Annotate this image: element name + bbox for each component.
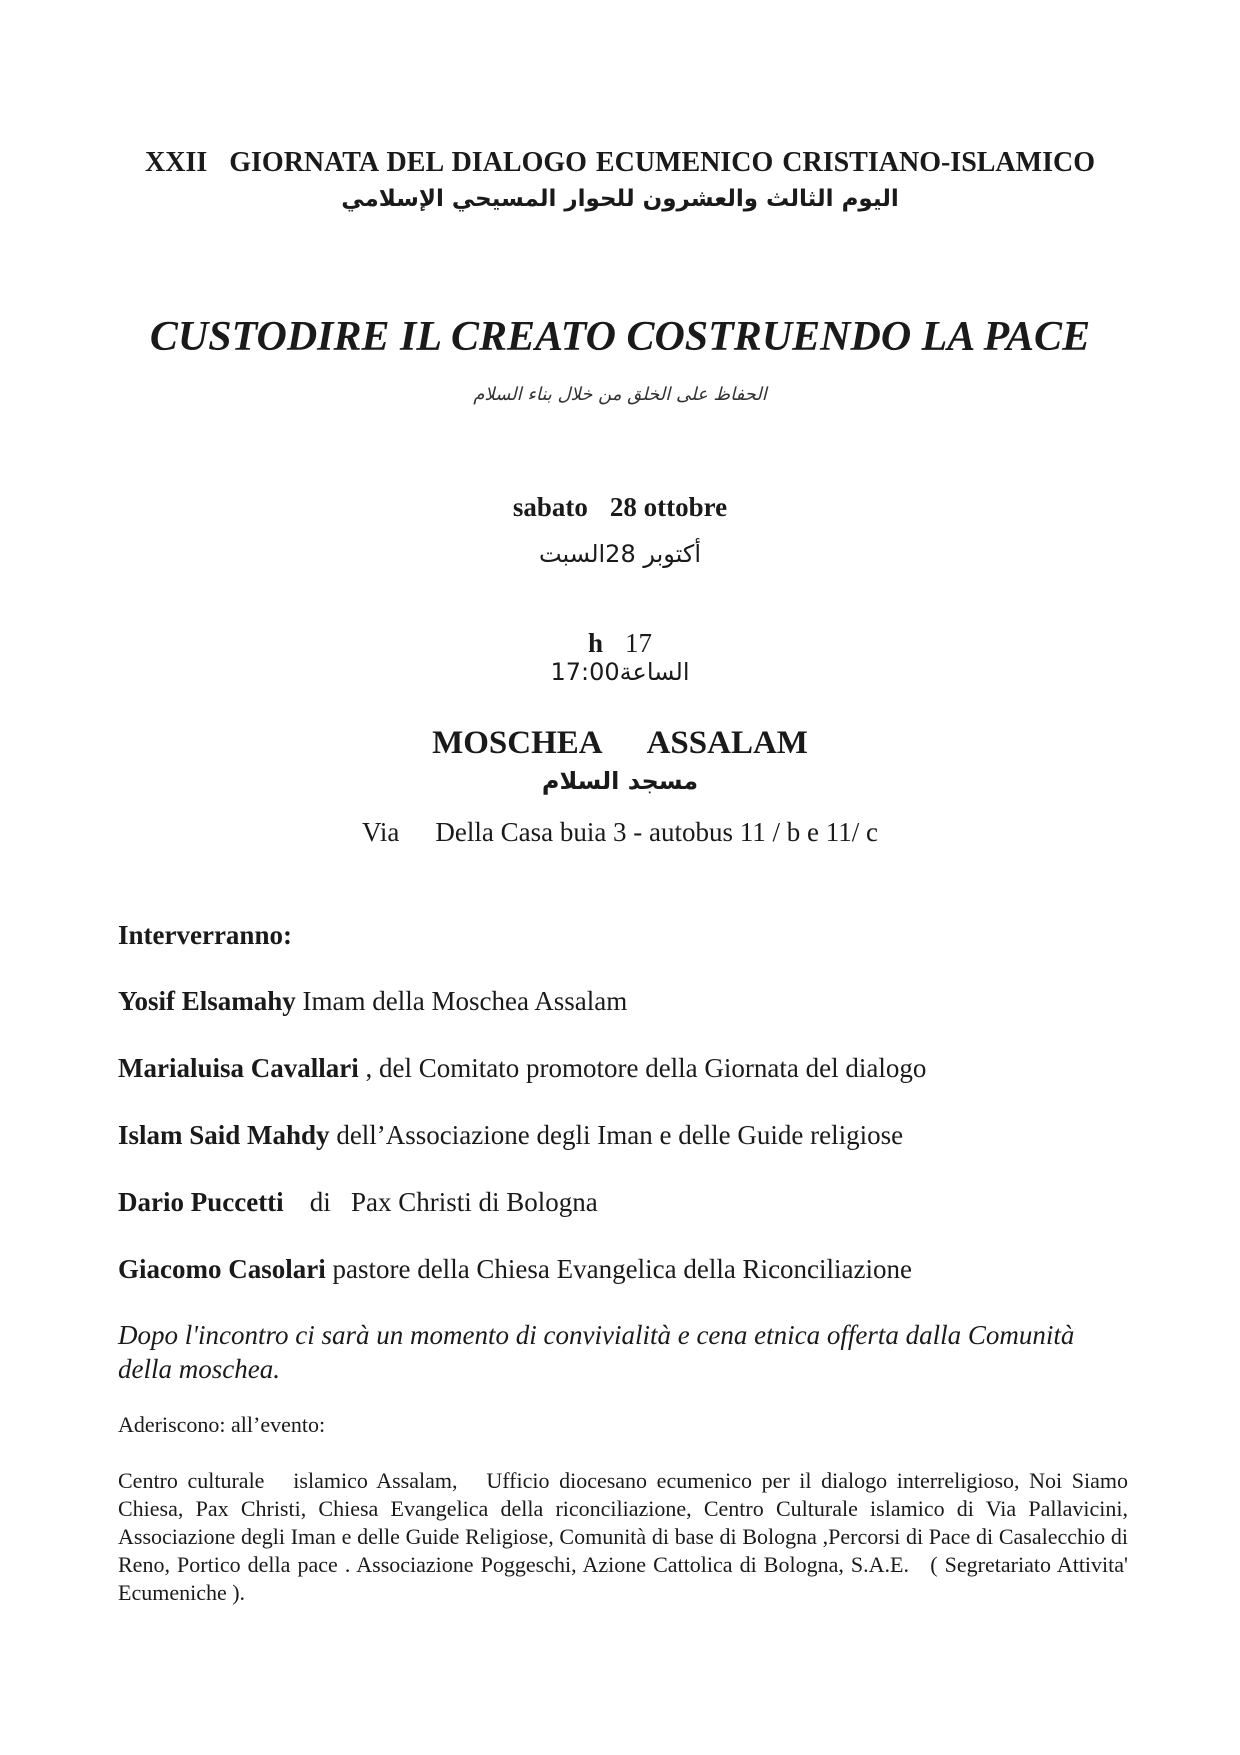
address-text: Della Casa buia 3 - autobus 11 / b e 11/ c	[435, 817, 878, 847]
adhesion-heading: Aderiscono: all’evento:	[118, 1412, 326, 1437]
event-date	[0, 490, 1240, 524]
event-name-text: GIORNATA DEL DIALOGO ECUMENICO CRISTIANO-ISLAMICO	[229, 147, 1095, 178]
event-date-value: 28 ottobre	[609, 492, 728, 522]
speaker-item	[118, 1185, 1128, 1219]
speaker-name: Dario Puccetti	[118, 1187, 284, 1217]
speaker-role: dell’Associazione degli Iman e delle Guide religiose	[329, 1120, 904, 1150]
venue-name	[0, 723, 1240, 763]
speaker-name: Marialuisa Cavallari	[118, 1053, 359, 1083]
event-date-arabic: أكتوبر 28السبت	[538, 540, 702, 568]
speaker-role: , del Comitato promotore della Giornata del dialogo	[358, 1053, 927, 1083]
speaker-name: Islam Said Mahdy	[118, 1120, 330, 1150]
speaker-item	[118, 1118, 1128, 1152]
main-title: CUSTODIRE IL CREATO COSTRUENDO LA PACE	[149, 314, 1091, 360]
main-title-arabic: الحفاظ على الخلق من خلال بناء السلام	[473, 384, 767, 405]
speaker-name: Yosif Elsamahy	[118, 986, 296, 1016]
street-prefix: Via	[361, 817, 400, 847]
venue-name-part2: ASSALAM	[646, 725, 808, 761]
event-day: sabato	[512, 492, 588, 522]
venue-name-part1: MOSCHEA	[432, 725, 603, 761]
event-name	[0, 146, 1240, 180]
speaker-item	[118, 1252, 1128, 1286]
venue-address	[0, 815, 1240, 849]
speaker-item	[118, 984, 1128, 1018]
speakers-heading: Interverranno:	[118, 920, 292, 950]
speaker-name: Giacomo Casolari	[118, 1254, 326, 1284]
closing-note: Dopo l'incontro ci sarà un momento di convivialità e cena etnica offerta dalla Comunità della moschea.	[118, 1320, 1075, 1384]
edition-number: XXII	[145, 147, 208, 178]
event-time-arabic: الساعة17:00	[550, 658, 690, 686]
venue-name-arabic: مسجد السلام	[541, 767, 699, 795]
speaker-role: di Pax Christi di Bologna	[309, 1187, 598, 1217]
speaker-role: pastore della Chiesa Evangelica della Riconciliazione	[325, 1254, 912, 1284]
speaker-role: Imam della Moschea Assalam	[295, 986, 628, 1016]
time-hour: 17	[625, 628, 653, 658]
event-time	[0, 626, 1240, 660]
event-name-arabic: اليوم الثالث والعشرون للحوار المسيحي الإسلامي	[341, 186, 899, 212]
speaker-item	[118, 1051, 1128, 1085]
time-prefix: h	[587, 628, 604, 658]
adhesion-list: Centro culturale islamico Assalam, Ufficio diocesano ecumenico per il dialogo interreligioso, Noi Siamo Chiesa, Pax Christi, Chiesa Evangelica della riconciliazione, Centro Culturale islamico di Via Pallavicini, Associazione degli Iman e delle Guide Religiose, Comunità di base di Bologna ,Percorsi di Pace di Casalecchio di Reno, Portico della pace . Associazione Poggeschi, Azione Cattolica di Bologna, S.A.E. ( Segretariato Attivita' Ecumeniche ).	[118, 1468, 1134, 1605]
